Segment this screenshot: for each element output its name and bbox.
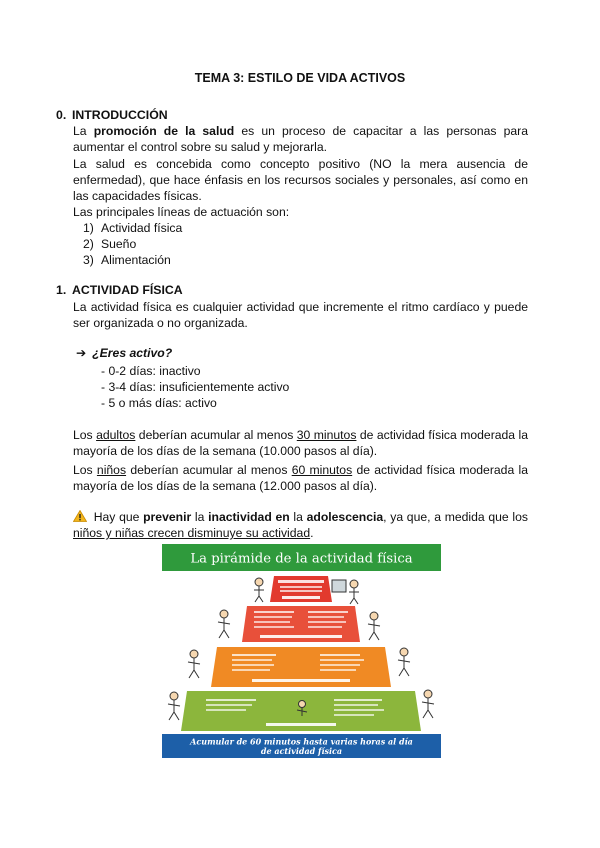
figure-caption-line1: Acumular de 60 minutos hasta varias horas al día [190, 736, 413, 747]
intro-p2-line3: las capacidades físicas. [73, 189, 202, 203]
warning-line1: Hay que prevenir la inactividad en la adolescencia, ya que, a medida que los [73, 510, 528, 524]
arrow-right-icon: ➔ [76, 346, 87, 360]
activity-pyramid-figure [162, 544, 441, 758]
section-0-heading [56, 108, 168, 122]
list-item: 2) Sueño [83, 237, 137, 251]
question-heading: ➔ ¿Eres activo? [76, 346, 173, 360]
section-1-title: ACTIVIDAD FÍSICA [72, 283, 183, 297]
activity-level-item: - 5 o más días: activo [101, 396, 217, 410]
section-1-number: 1. [56, 283, 67, 297]
section-0-title: INTRODUCCIÓN [72, 108, 168, 122]
section-1-heading [56, 283, 183, 297]
figure-caption-line2: de actividad física [260, 746, 343, 756]
section-0-number: 0. [56, 108, 67, 122]
activity-p1-line1: La actividad física es cualquier actividad que incremente el ritmo cardíaco y puede [73, 300, 528, 314]
activity-level-item: - 3-4 días: insuficientemente activo [101, 380, 290, 394]
warning-line2: niños y niñas crecen disminuye su actividad. [73, 526, 314, 540]
adults-line1: Los adultos deberían acumular al menos 30 minutos de actividad física moderada la [73, 428, 528, 442]
adults-line2: mayoría de los días de la semana (10.000 pasos al día). [73, 444, 378, 458]
warning-icon [73, 510, 87, 522]
health-promotion-term: promoción de la salud [93, 124, 235, 138]
list-item: 3) Alimentación [83, 253, 171, 267]
figure-title: La pirámide de la actividad física [190, 551, 413, 567]
kids-line2: mayoría de los días de la semana (12.000 pasos al día). [73, 479, 378, 493]
page-title: TEMA 3: ESTILO DE VIDA ACTIVOS [194, 71, 406, 85]
activity-p1-line2: ser organizada o no organizada. [73, 316, 248, 330]
list-item: 1) Actividad física [83, 221, 183, 235]
activity-level-item: - 0-2 días: inactivo [101, 364, 201, 378]
intro-p1-line1: La promoción de la salud es un proceso de capacitar a las personas para [73, 124, 528, 138]
intro-p3: Las principales líneas de actuación son: [73, 205, 290, 219]
intro-p2-line2: enfermedad), que hace énfasis en los recursos sociales y personales, así como en [73, 173, 528, 187]
intro-p1-line2: aumentar el control sobre su salud y mejorarla. [73, 140, 328, 154]
kids-line1: Los niños deberían acumular al menos 60 minutos de actividad física moderada la [73, 463, 528, 477]
intro-p2-line1: La salud es concebida como concepto positivo (NO la mera ausencia de [73, 157, 528, 171]
